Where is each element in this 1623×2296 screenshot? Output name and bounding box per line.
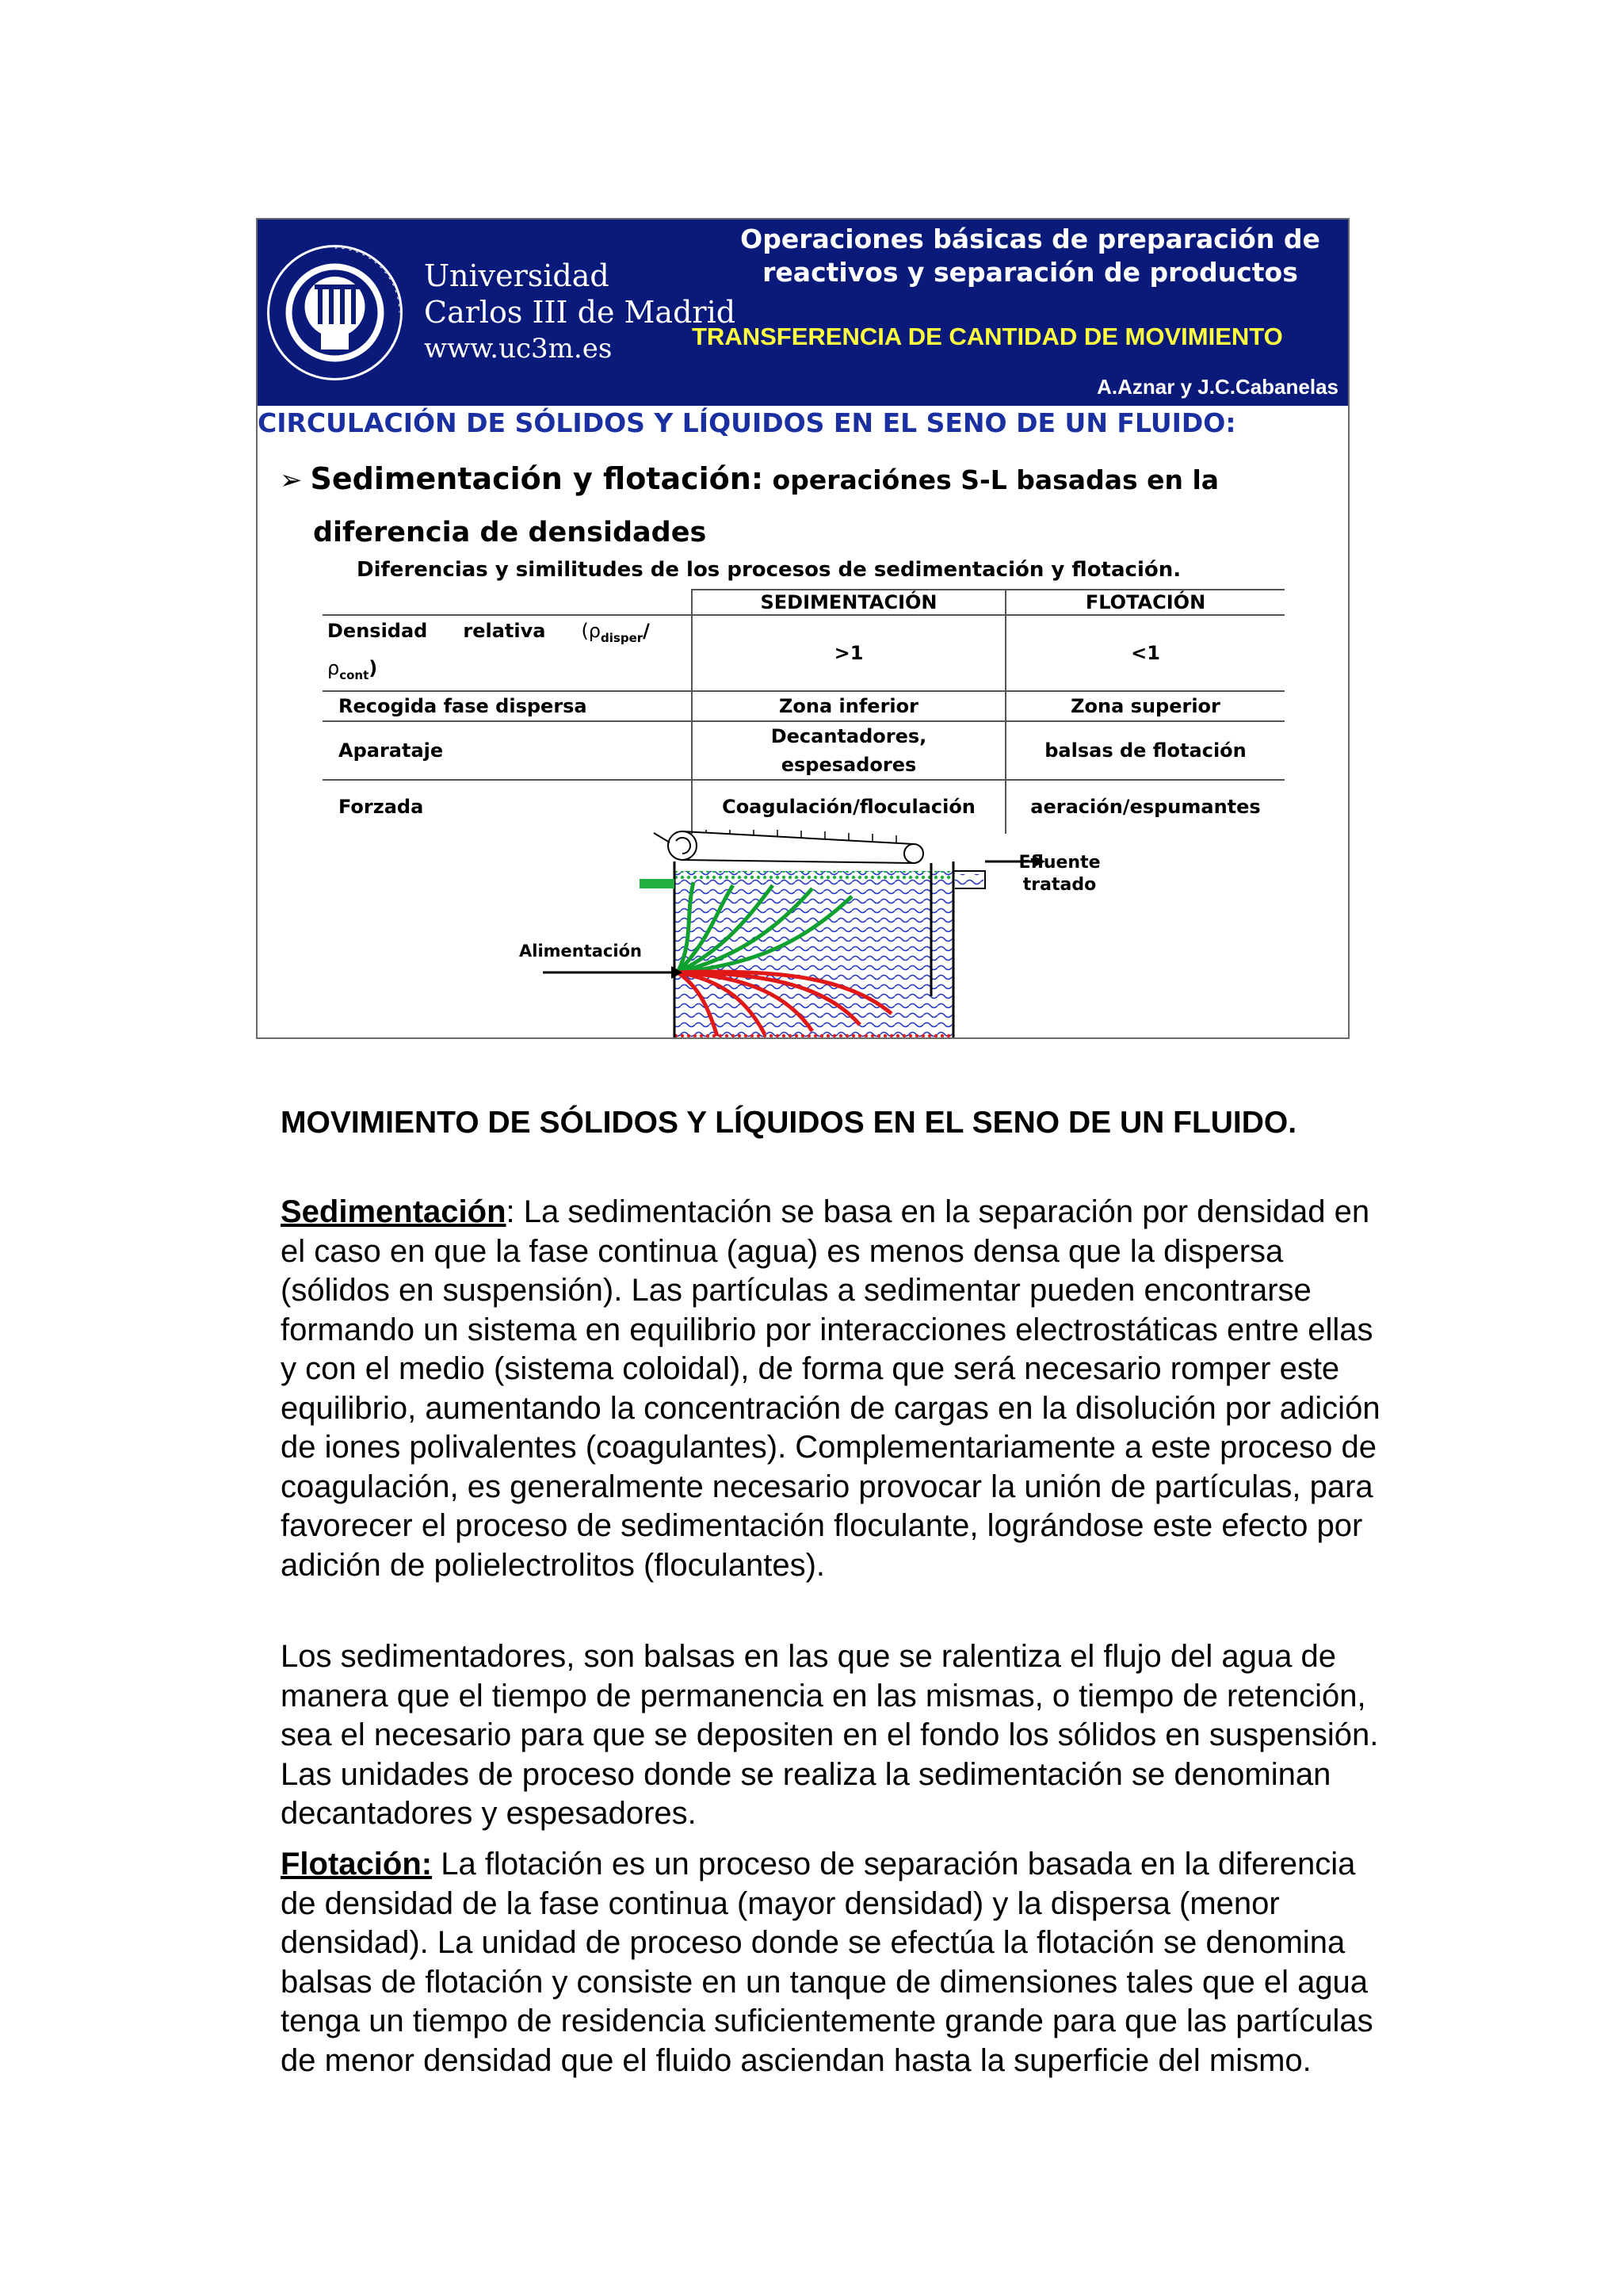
university-name-line2: Carlos III de Madrid [424, 295, 736, 330]
comparison-table [323, 589, 1285, 834]
effluent-label-line1: Efluente [1018, 853, 1101, 873]
pulley-right-icon [904, 844, 923, 863]
paragraph-text: Los sedimentadores, son balsas en las que se ralentiza el flujo del agua de manera que el tiempo de permanencia en las mismas, o tiempo de retención, sea el necesario para que se depositen en el fondo los sólidos en suspensión. Las unidades de proceso donde se realiza la sedimentación se denominan decantadores y espesadores. [281, 1639, 1379, 1831]
table-cell-line: Decantadores, [770, 724, 927, 747]
table-cell-line: espesadores [781, 753, 917, 776]
table-header-row [323, 590, 1285, 615]
university-name-line1: Universidad [424, 258, 609, 293]
university-website: www.uc3m.es [424, 333, 613, 365]
paragraph-sedimentadores [281, 1637, 1390, 1834]
paragraph-text: : La sedimentación se basa en la separación por densidad en el caso en que la fase continua (agua) es menos densa que la dispersa (sólidos en suspensión). Las partículas a sedimentar pueden encontrarse formando un sistema en equilibrio por interacciones electrostáticas entre ellas y con el medio (sistema coloidal), de forma que será necesario romper este equilibrio, aumentando la concentración de cargas en la disolución por adición de iones polivalentes (coagulantes). Complementariamente a este proceso de coagulación, es generalmente necesario provocar la unión de partículas, para favorecer el proceso de sedimentación floculante, lográndose este efecto por adición de polielectrolitos (floculantes). [281, 1194, 1381, 1583]
course-title-line2: reactivos y separación de productos [762, 257, 1298, 288]
relativa-word: relativa [463, 620, 546, 642]
table-row-label: Aparataje [323, 721, 692, 780]
float-layer [674, 871, 953, 881]
bullet-point [280, 461, 1219, 496]
table-row [323, 691, 1285, 721]
table-row [323, 615, 1285, 691]
paragraph-text: La flotación es un proceso de separación basada en la diferencia de densidad de la fase continua (mayor densidad) y la dispersa (menor densidad). La unidad de proceso donde se efectúa la flotación se denomina balsas de flotación y consiste en un tanque de dimensiones tales que el agua tenga un tiempo de residencia suficientemente grande para que las partículas de menor densidad que el fluido asciendan hasta la superficie del mismo. [281, 1847, 1373, 2078]
paragraph-lead: Sedimentación [281, 1194, 506, 1229]
slash: / [643, 620, 650, 642]
bullet-line2: diferencia de densidades [313, 517, 707, 548]
feed-label: Alimentación [519, 942, 642, 961]
table-cell: >1 [692, 615, 1006, 691]
university-seal-icon [265, 243, 404, 382]
table-row-label [323, 615, 692, 691]
table-cell: balsas de flotación [1006, 721, 1285, 780]
table-header-empty [323, 590, 692, 615]
course-title [717, 220, 1343, 289]
university-name [424, 258, 735, 367]
course-subtitle: TRANSFERENCIA DE CANTIDAD DE MOVIMIENTO [692, 323, 1283, 350]
pulley-left-icon [668, 831, 697, 860]
bullet-arrow-icon: ➢ [280, 464, 303, 496]
table-cell: Coagulación/floculación [692, 780, 1006, 834]
paren-close: ) [369, 656, 378, 679]
density-word: Densidad [327, 620, 428, 642]
table-caption: Diferencias y similitudes de los procesos de sedimentación y flotación. [357, 558, 1182, 582]
effluent-water [955, 874, 983, 888]
belt-support [654, 833, 670, 842]
table-row [323, 721, 1285, 780]
lecture-slide [256, 218, 1350, 1039]
table-cell: Zona inferior [692, 691, 1006, 721]
course-title-line1: Operaciones básicas de preparación de [740, 223, 1320, 254]
scraper-belt [682, 831, 914, 863]
sedimentation-tank-diagram [495, 830, 1209, 1039]
slide-banner [258, 220, 1348, 406]
rho-cont: cont [339, 667, 369, 682]
table-cell: <1 [1006, 615, 1285, 691]
table-cell: aeración/espumantes [1030, 796, 1261, 819]
float-overflow-trough [640, 879, 674, 888]
table-cell: Zona superior [1006, 691, 1285, 721]
rho-disper: disper [601, 630, 643, 645]
paragraph-lead: Flotación: [281, 1847, 433, 1881]
tank-water [674, 871, 953, 1039]
slide-heading: CIRCULACIÓN DE SÓLIDOS Y LÍQUIDOS EN EL SENO DE UN FLUIDO: [258, 407, 1236, 438]
table-header-flotation: FLOTACIÓN [1006, 590, 1285, 615]
table-cell [692, 721, 1006, 780]
section-heading: MOVIMIENTO DE SÓLIDOS Y LÍQUIDOS EN EL SENO DE UN FLUIDO. [281, 1106, 1297, 1140]
rho-symbol: ρ [327, 656, 340, 679]
rho-open: (ρ [581, 620, 601, 642]
table-row [323, 780, 1285, 834]
table-header-sedimentation: SEDIMENTACIÓN [692, 590, 1006, 615]
table-row-label: Forzada [338, 796, 424, 819]
authors: A.Aznar y J.C.Cabanelas [1097, 375, 1338, 399]
paragraph-flotation [281, 1845, 1390, 2080]
bullet-rest: operaciónes S-L basadas en la [763, 464, 1220, 495]
table-row-label: Recogida fase dispersa [323, 691, 692, 721]
paragraph-sedimentation [281, 1193, 1390, 1585]
bullet-bold: Sedimentación y flotación: [310, 461, 764, 496]
effluent-label-line2: tratado [1022, 875, 1097, 895]
